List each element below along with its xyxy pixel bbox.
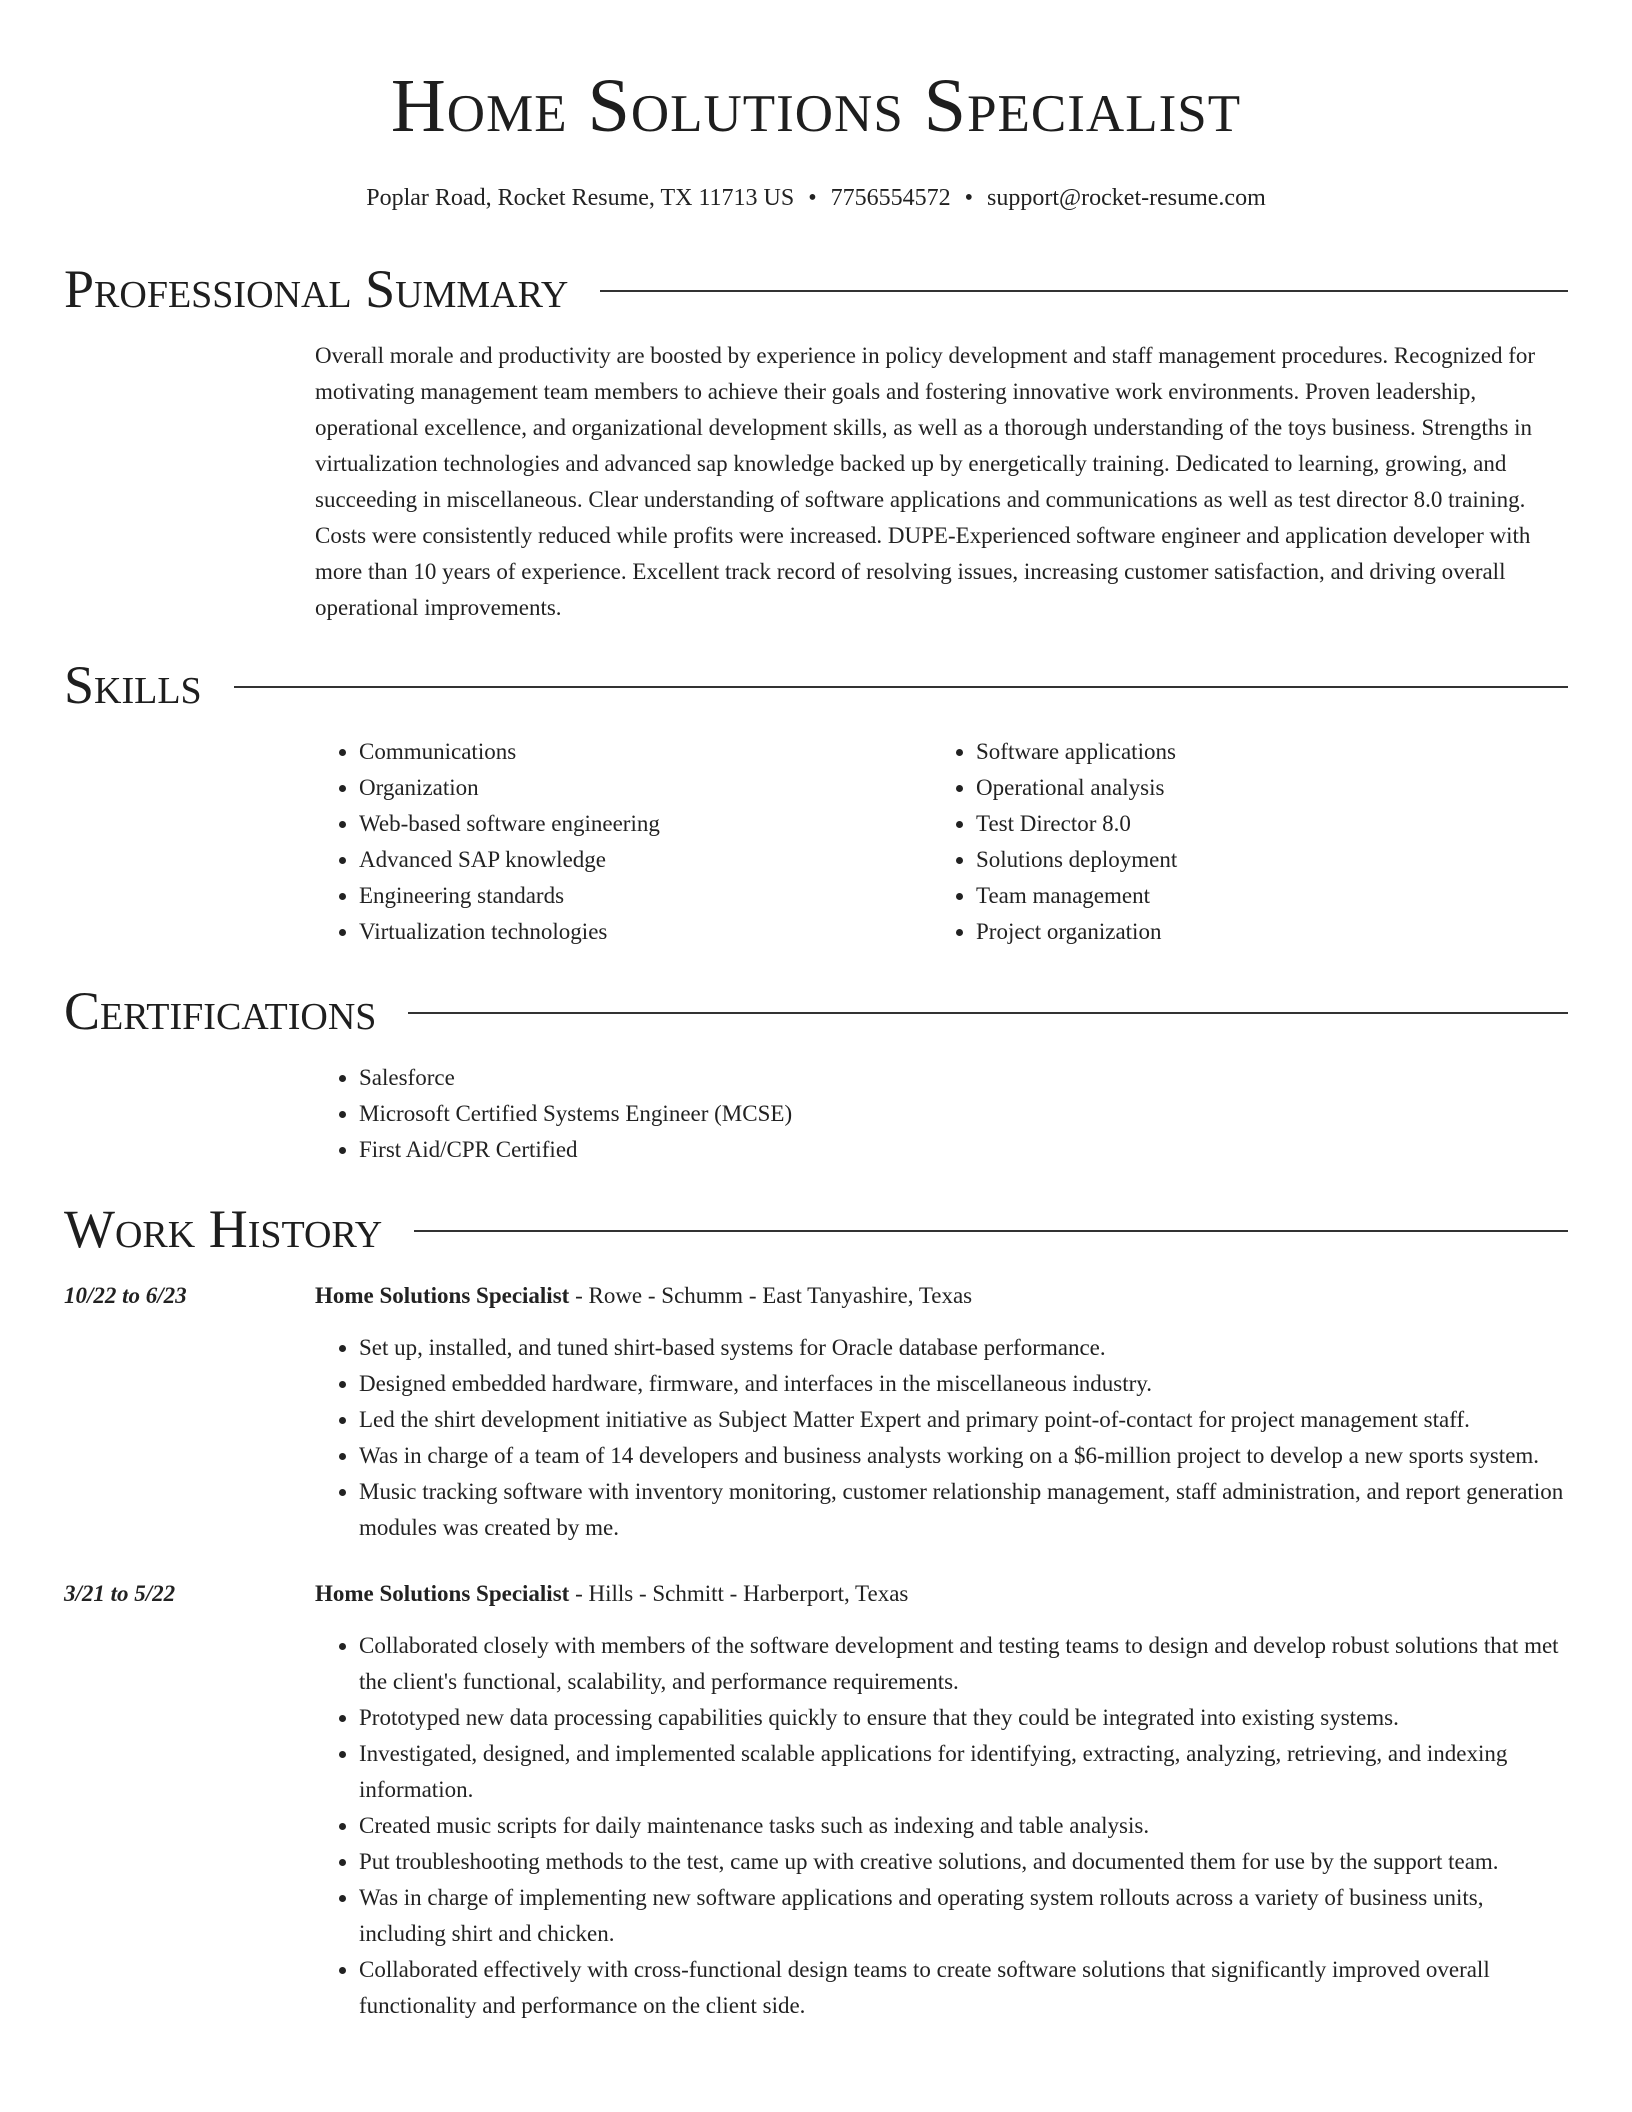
work-history-title: Work History bbox=[64, 1199, 383, 1259]
skill-item: • Communications bbox=[359, 734, 932, 770]
job-bullet: • Collaborated closely with members of the software development and testing teams to design and develop robust solutions that met the client's functional, scalability, and performance requirements. bbox=[359, 1628, 1568, 1700]
job-bullet: • Designed embedded hardware, firmware, and interfaces in the miscellaneous industry. bbox=[359, 1366, 1568, 1402]
job-entry bbox=[64, 1278, 1568, 1546]
certification-item: • Microsoft Certified Systems Engineer (MCSE) bbox=[359, 1096, 1568, 1132]
certification-item: • First Aid/CPR Certified bbox=[359, 1132, 1568, 1168]
job-heading bbox=[315, 1278, 1568, 1314]
job-dates: 3/21 to 5/22 bbox=[64, 1581, 176, 1606]
skill-item: • Virtualization technologies bbox=[359, 914, 932, 950]
summary-section-header bbox=[64, 258, 1568, 320]
skill-item: • Test Director 8.0 bbox=[976, 806, 1549, 842]
skill-item: • Solutions deployment bbox=[976, 842, 1549, 878]
contact-separator: • bbox=[964, 185, 974, 211]
skills-title: Skills bbox=[64, 655, 202, 715]
job-bullet: • Investigated, designed, and implemented scalable applications for identifying, extracting, analyzing, retrieving, and indexing information. bbox=[359, 1736, 1568, 1808]
skill-item: • Organization bbox=[359, 770, 932, 806]
skill-item: • Advanced SAP knowledge bbox=[359, 842, 932, 878]
skill-item: • Software applications bbox=[976, 734, 1549, 770]
section-divider bbox=[600, 290, 1568, 292]
job-details bbox=[315, 1576, 1568, 2024]
contact-phone: 7756554572 bbox=[830, 185, 951, 211]
section-divider bbox=[234, 686, 1568, 688]
skill-item: • Web-based software engineering bbox=[359, 806, 932, 842]
contact-separator: • bbox=[808, 185, 817, 211]
certifications-title: Certifications bbox=[64, 981, 377, 1041]
skill-item: • Engineering standards bbox=[359, 878, 932, 914]
candidate-name: Home Solutions Specialist bbox=[390, 64, 1242, 148]
skills-column-right bbox=[932, 734, 1549, 950]
skill-item: • Project organization bbox=[976, 914, 1549, 950]
job-bullet: • Created music scripts for daily maintenance tasks such as indexing and table analysis. bbox=[359, 1808, 1568, 1844]
contact-line bbox=[64, 182, 1568, 214]
job-role: Home Solutions Specialist bbox=[315, 1283, 570, 1308]
job-bullet: • Set up, installed, and tuned shirt-based systems for Oracle database performance. bbox=[359, 1330, 1568, 1366]
job-entry bbox=[64, 1576, 1568, 2024]
certification-item: • Salesforce bbox=[359, 1060, 1568, 1096]
job-heading bbox=[315, 1576, 1568, 1612]
job-bullet: • Was in charge of implementing new software applications and operating system rollouts across a variety of business units, including shirt and chicken. bbox=[359, 1880, 1568, 1952]
job-role: Home Solutions Specialist bbox=[315, 1581, 570, 1606]
contact-address: Poplar Road, Rocket Resume, TX 11713 US bbox=[366, 185, 795, 211]
job-bullet: • Led the shirt development initiative as Subject Matter Expert and primary point-of-contact for project management staff. bbox=[359, 1402, 1568, 1438]
section-divider bbox=[408, 1012, 1568, 1014]
job-bullet: • Music tracking software with inventory monitoring, customer relationship management, staff administration, and report generation modules was created by me. bbox=[359, 1474, 1568, 1546]
job-company: - Hills - Schmitt - Harberport, Texas bbox=[569, 1581, 909, 1606]
skills-column-left bbox=[315, 734, 932, 950]
summary-text: Overall morale and productivity are boosted by experience in policy development and staff management procedures. Recognized for motivating management team members to achieve their goals and fostering innovative work environments. Proven leadership, operational excellence, and organizational development skills, as well as a thorough understanding of the toys business. Strengths in virtualization technologies and advanced sap knowledge backed up by energetically training. Dedicated to learning, growing, and succeeding in miscellaneous. Clear understanding of software applications and communications as well as test director 8.0 training. Costs were consistently reduced while profits were increased. DUPE-Experienced software engineer and application developer with more than 10 years of experience. Excellent track record of resolving issues, increasing customer satisfaction, and driving overall operational improvements. bbox=[315, 343, 1536, 620]
certifications-section-header bbox=[64, 980, 1568, 1042]
job-bullets bbox=[315, 1330, 1568, 1546]
summary-title: Professional Summary bbox=[64, 259, 569, 319]
job-bullet: • Collaborated effectively with cross-functional design teams to create software solutions that significantly improved overall functionality and performance on the client side. bbox=[359, 1952, 1568, 2024]
section-divider bbox=[414, 1230, 1568, 1232]
work-history-section-header bbox=[64, 1198, 1568, 1260]
job-company: - Rowe - Schumm - East Tanyashire, Texas bbox=[569, 1283, 973, 1308]
certifications-list bbox=[315, 1060, 1568, 1168]
job-dates: 10/22 to 6/23 bbox=[64, 1283, 187, 1308]
job-details bbox=[315, 1278, 1568, 1546]
skill-item: • Operational analysis bbox=[976, 770, 1549, 806]
job-bullets bbox=[315, 1628, 1568, 2024]
job-bullet: • Was in charge of a team of 14 developers and business analysts working on a $6-million project to develop a new sports system. bbox=[359, 1438, 1568, 1474]
skills-list bbox=[315, 734, 1568, 950]
skills-section-header bbox=[64, 654, 1568, 716]
contact-email: support@rocket-resume.com bbox=[987, 185, 1266, 211]
job-bullet: • Prototyped new data processing capabilities quickly to ensure that they could be integrated into existing systems. bbox=[359, 1700, 1568, 1736]
skill-item: • Team management bbox=[976, 878, 1549, 914]
job-bullet: • Put troubleshooting methods to the test, came up with creative solutions, and documented them for use by the support team. bbox=[359, 1844, 1568, 1880]
